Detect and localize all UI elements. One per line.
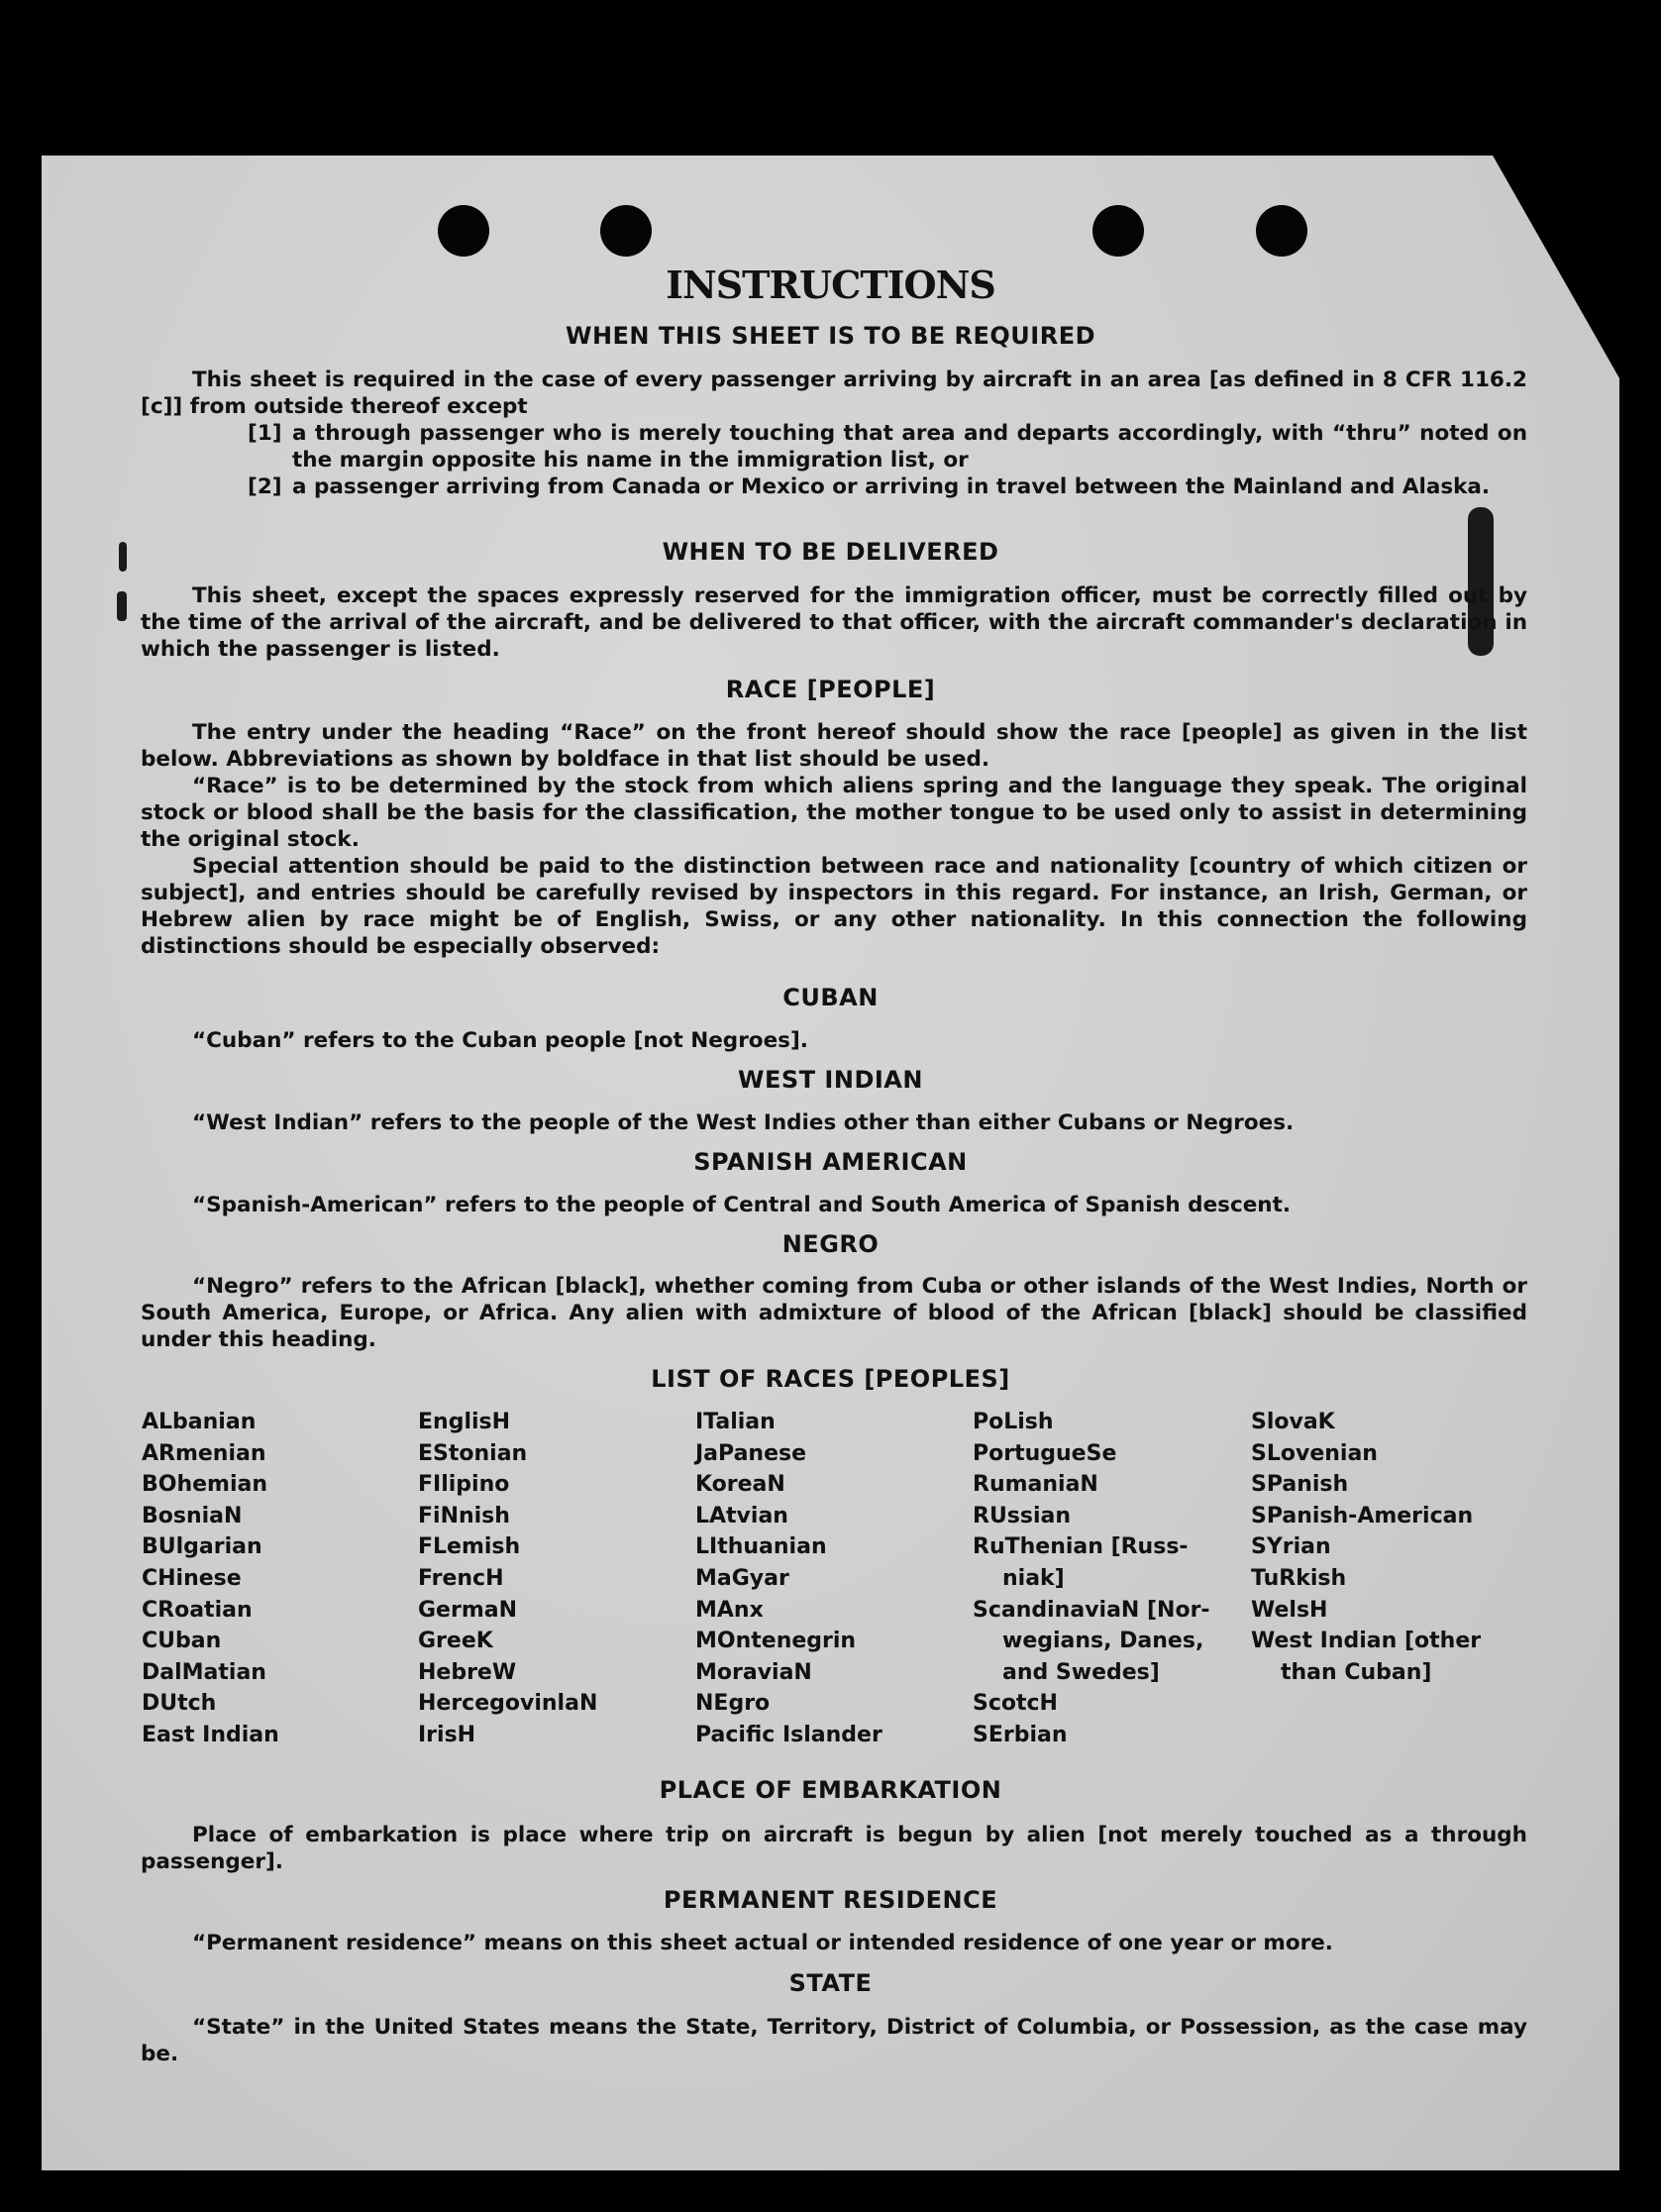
race-paragraph-1: The entry under the heading “Race” on the front hereof should show the race [people] as given in the list below. Abbreviations as shown by boldface in that list should be used. [141,720,1527,772]
race-entry: MoraviaN [695,1659,812,1685]
heading-list-of-races: LIST OF RACES [PEOPLES] [651,1365,1010,1393]
race-entry: LAtvian [695,1503,788,1528]
race-entry: LIthuanian [695,1534,827,1560]
race-entry: ScandinaviaN [Nor- [973,1597,1210,1623]
punch-hole [438,205,489,257]
heading-race: RACE [PEOPLE] [725,676,936,703]
cuban-text: “Cuban” refers to the Cuban people [not Negroes]. [192,1028,808,1053]
item-2-number: [2] [248,474,282,499]
negro-text: “Negro” refers to the African [black], whether coming from Cuba or other islands of the West Indies, North or South America, Europe, or Africa. Any alien with admixture of blood of the African [black] should be classified under this heading. [141,1274,1527,1352]
race-entry: HercegovinlaN [418,1691,598,1717]
race-entry: EStonian [418,1440,528,1466]
race-entry: HebreW [418,1659,517,1685]
heading-required: WHEN THIS SHEET IS TO BE REQUIRED [565,322,1096,350]
punch-hole [1256,205,1307,257]
race-entry: CUban [142,1629,222,1654]
race-entry: FLemish [418,1534,521,1560]
race-entry: PoLish [973,1410,1054,1434]
race-entry: MaGyar [695,1565,789,1591]
required-intro: This sheet is required in the case of every passenger arriving by aircraft in an area [as defined in 8 CFR 116.2 [c]] from outside thereof except [141,368,1527,419]
heading-spanish-american: SPANISH AMERICAN [693,1148,968,1176]
race-entry: CRoatian [142,1597,253,1623]
race-entry: ITalian [695,1410,776,1434]
race-column-3 [695,1407,882,1751]
race-entry: KoreaN [695,1472,785,1498]
heading-delivered: WHEN TO BE DELIVERED [662,538,999,566]
race-entry: JaPanese [695,1440,807,1466]
race-entry: RuThenian [Russ- [973,1534,1189,1560]
residence-text: “Permanent residence” means on this sheet actual or intended residence of one year or more. [192,1931,1333,1955]
race-entry: FIlipino [418,1472,510,1498]
race-entry: FrencH [418,1565,504,1591]
state-text: “State” in the United States means the State, Territory, District of Columbia, or Possession, as the case may be. [141,2015,1527,2066]
race-entry: NEgro [695,1691,771,1717]
race-column-4 [973,1407,1210,1751]
race-entry: BosniaN [142,1503,243,1528]
item-1-number: [1] [248,421,282,446]
page-title: INSTRUCTIONS [666,263,995,307]
west-indian-text: “West Indian” refers to the people of the West Indies other than either Cubans or Negroes. [192,1110,1295,1135]
spanish-american-text: “Spanish-American” refers to the people of Central and South America of Spanish descent. [192,1193,1292,1217]
race-entry: SErbian [973,1722,1068,1747]
race-entry: wegians, Danes, [1002,1629,1204,1654]
race-entry: DalMatian [142,1659,266,1685]
race-entry: SYrian [1251,1534,1331,1560]
heading-cuban: CUBAN [782,984,879,1011]
race-entry: IrisH [418,1722,476,1747]
race-entry: BUlgarian [142,1534,262,1560]
item-1-text: a through passenger who is merely touching that area and departs accordingly, with “thru” noted on the margin opposite his name in the immigration list, or [292,421,1527,473]
race-entry: BOhemian [142,1472,268,1498]
race-entry: SlovaK [1251,1410,1335,1434]
race-entry: niak] [1002,1565,1065,1591]
race-entry: ScotcH [973,1691,1058,1717]
race-entry: SPanish-American [1251,1503,1474,1528]
race-column-5 [1251,1407,1481,1688]
race-entry: West Indian [other [1251,1629,1482,1654]
race-entry: EnglisH [418,1410,511,1434]
race-entry: MAnx [695,1597,764,1623]
race-entry: RUssian [973,1503,1072,1528]
race-entry: than Cuban] [1281,1659,1432,1685]
race-column-2 [418,1407,597,1751]
ink-smudge [117,591,127,621]
race-entry: SPanish [1251,1472,1349,1498]
race-entry: PortugueSe [973,1440,1117,1466]
race-entry: ALbanian [142,1410,257,1434]
delivered-text: This sheet, except the spaces expressly reserved for the immigration officer, must be correctly filled out by the time of the arrival of the aircraft, and be delivered to that officer, with the aircraft commander's declaration in which the passenger is listed. [141,583,1527,662]
heading-negro: NEGRO [781,1230,880,1258]
race-entry: MOntenegrin [695,1629,857,1654]
heading-permanent-residence: PERMANENT RESIDENCE [663,1886,998,1914]
race-entry: SLovenian [1251,1440,1378,1466]
race-entry: ARmenian [142,1440,266,1466]
race-entry: TuRkish [1251,1565,1347,1591]
heading-west-indian: WEST INDIAN [738,1066,923,1094]
race-column-1 [142,1407,279,1751]
race-entry: GermaN [418,1597,518,1623]
race-paragraph-2: “Race” is to be determined by the stock from which aliens spring and the language they speak. The original stock or blood shall be the basis for the classification, the mother tongue to be used only to assist in determining the original stock. [141,774,1527,852]
race-entry: WelsH [1251,1597,1328,1623]
item-2-text: a passenger arriving from Canada or Mexico or arriving in travel between the Mainland and Alaska. [292,474,1491,499]
race-entry: FiNnish [418,1503,510,1528]
race-entry: GreeK [418,1629,493,1654]
race-entry: DUtch [142,1691,217,1717]
race-paragraph-3: Special attention should be paid to the distinction between race and nationality [country of which citizen or subject], and entries should be carefully revised by inspectors in this regard. For instance, an Irish, German, or Hebrew alien by race might be of English, Swiss, or any other nationality. In this connection the following distinctions should be especially observed: [141,854,1527,959]
race-entry: East Indian [142,1722,279,1747]
race-entry: RumaniaN [973,1472,1098,1498]
punch-hole [1092,205,1144,257]
race-entry: Pacific Islander [695,1722,882,1747]
punch-hole [600,205,652,257]
heading-embarkation: PLACE OF EMBARKATION [659,1776,1002,1804]
race-entry: and Swedes] [1002,1659,1160,1685]
embarkation-text: Place of embarkation is place where trip on aircraft is begun by alien [not merely touched as a through passenger]. [141,1823,1527,1874]
heading-state: STATE [788,1969,873,1997]
race-entry: CHinese [142,1565,242,1591]
